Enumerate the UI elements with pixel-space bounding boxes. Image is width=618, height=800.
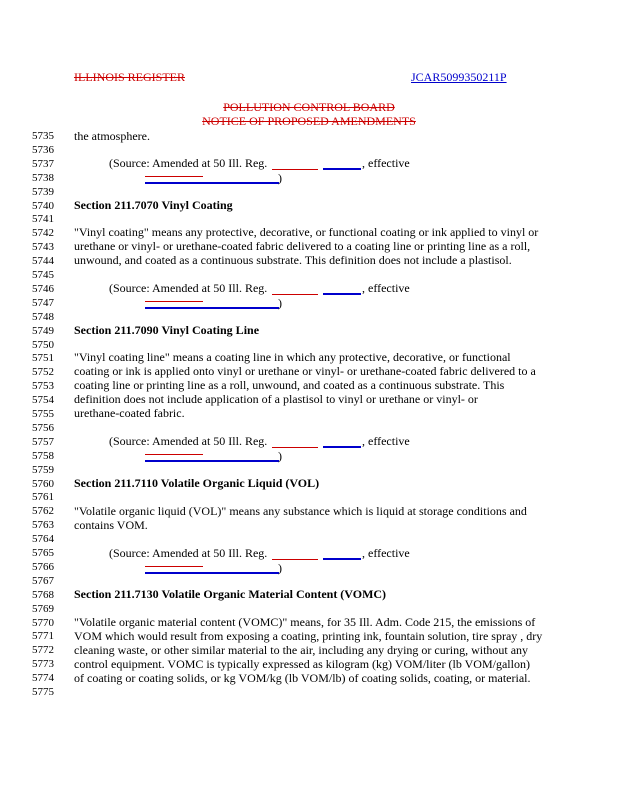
line-number: 5766 — [32, 560, 54, 573]
deleted-blank — [272, 559, 318, 560]
line-number: 5764 — [32, 533, 54, 546]
body-line: the atmosphere. — [74, 129, 150, 143]
body-line: coating line or printing line as a roll, unwound, and coated as a continuous substrate. This — [74, 378, 505, 392]
line-number: 5760 — [32, 477, 54, 490]
body-line: "Vinyl coating" means any protective, decorative, or functional coating or ink applied to vinyl or — [74, 225, 539, 239]
inserted-blank — [323, 293, 361, 295]
body-line: "Volatile organic material content (VOMC)" means, for 35 Ill. Adm. Code 215, the emissions of — [74, 615, 536, 629]
section-heading: Section 211.7090 Vinyl Coating Line — [74, 323, 260, 337]
line-number: 5744 — [32, 255, 54, 268]
line-number: 5752 — [32, 366, 54, 379]
line-number: 5758 — [32, 449, 54, 462]
board-title: POLLUTION CONTROL BOARD — [223, 100, 395, 114]
line-number: 5740 — [32, 199, 54, 212]
line-number: 5743 — [32, 241, 54, 254]
deleted-blank — [272, 169, 318, 170]
deleted-blank — [272, 294, 318, 295]
source-note: (Source: Amended at 50 Ill. Reg. — [109, 281, 268, 295]
body-line: "Vinyl coating line" means a coating line in which any protective, decorative, or functional — [74, 350, 511, 364]
source-note: (Source: Amended at 50 Ill. Reg. — [109, 156, 268, 170]
jcar-code: JCAR5099350211P — [411, 70, 507, 84]
line-number: 5751 — [32, 352, 54, 365]
line-number: 5735 — [32, 130, 54, 142]
line-number: 5757 — [32, 435, 54, 448]
line-number: 5755 — [32, 408, 54, 420]
source-effective: , effective — [362, 281, 410, 295]
body-line: contains VOM. — [74, 518, 148, 532]
line-number: 5750 — [32, 338, 54, 351]
body-line: of coating or coating solids, or kg VOM/kg (lb VOM/lb) of coating solids, coating, or material. — [74, 671, 531, 685]
body-line: control equipment. VOMC is typically expressed as kilogram (kg) VOM/liter (lb VOM/gallon) — [74, 657, 530, 671]
deleted-blank — [145, 566, 203, 567]
line-number: 5742 — [32, 227, 54, 240]
source-effective: , effective — [362, 546, 410, 560]
body-line: coating or ink is applied onto vinyl or urethane or vinyl- or urethane-coated fabric delivered to a — [74, 364, 536, 378]
inserted-blank — [323, 446, 361, 448]
source-note: (Source: Amended at 50 Ill. Reg. — [109, 434, 268, 448]
line-number: 5754 — [32, 394, 54, 407]
line-number: 5771 — [32, 630, 54, 643]
inserted-blank — [323, 168, 361, 170]
source-note: (Source: Amended at 50 Ill. Reg. — [109, 546, 268, 560]
inserted-blank — [145, 572, 279, 574]
line-number: 5763 — [32, 519, 54, 532]
line-number: 5756 — [32, 421, 54, 434]
deleted-blank — [145, 454, 203, 455]
line-number: 5767 — [32, 574, 54, 587]
body-line: VOM which would result from exposing a coating, printing ink, fountain solution, tire spray , dry — [74, 629, 543, 643]
register-title: ILLINOIS REGISTER — [74, 70, 185, 84]
inserted-blank — [145, 182, 279, 184]
line-number: 5749 — [32, 324, 54, 337]
section-heading: Section 211.7130 Volatile Organic Material Content (VOMC) — [74, 587, 387, 601]
source-effective: , effective — [362, 434, 410, 448]
line-number: 5753 — [32, 380, 54, 393]
body-line: definition does not include application of a plastisol to vinyl or urethane or vinyl- or — [74, 392, 478, 406]
close-paren: ) — [278, 171, 282, 185]
line-number: 5762 — [32, 505, 54, 518]
close-paren: ) — [278, 561, 282, 575]
line-number: 5770 — [32, 616, 54, 629]
line-number: 5765 — [32, 547, 54, 559]
line-number: 5741 — [32, 213, 54, 226]
close-paren: ) — [278, 296, 282, 310]
source-effective: , effective — [362, 156, 410, 170]
line-number: 5736 — [32, 143, 54, 156]
line-number: 5774 — [32, 672, 54, 685]
inserted-blank — [323, 558, 361, 560]
line-number: 5738 — [32, 171, 54, 184]
line-number: 5772 — [32, 644, 54, 657]
line-number: 5759 — [32, 463, 54, 476]
line-number: 5748 — [32, 310, 54, 323]
line-number: 5747 — [32, 296, 54, 309]
section-heading: Section 211.7110 Volatile Organic Liquid (VOL) — [74, 476, 320, 490]
deleted-blank — [272, 447, 318, 448]
line-number: 5769 — [32, 602, 54, 615]
body-line: unwound, and coated as a continuous substrate. This definition does not include a plastisol. — [74, 253, 512, 267]
line-number: 5775 — [32, 686, 54, 698]
body-line: urethane-coated fabric. — [74, 406, 185, 420]
line-number: 5746 — [32, 282, 54, 295]
notice-title: NOTICE OF PROPOSED AMENDMENTS — [202, 114, 416, 128]
line-number: 5768 — [32, 588, 54, 601]
section-heading: Section 211.7070 Vinyl Coating — [74, 198, 233, 212]
body-line: cleaning waste, or other similar material to the air, including any drying or curing, without any — [74, 643, 529, 657]
inserted-blank — [145, 307, 279, 309]
deleted-blank — [145, 176, 203, 177]
line-number: 5739 — [32, 185, 54, 198]
close-paren: ) — [278, 449, 282, 463]
body-line: urethane or vinyl- or urethane-coated fabric delivered to a coating line or printing line as a roll, — [74, 239, 531, 253]
line-number: 5761 — [32, 491, 54, 504]
line-number: 5773 — [32, 658, 54, 671]
deleted-blank — [145, 301, 203, 302]
line-number: 5745 — [32, 269, 54, 281]
body-line: "Volatile organic liquid (VOL)" means any substance which is liquid at storage conditions and — [74, 504, 527, 518]
line-number: 5737 — [32, 157, 54, 170]
inserted-blank — [145, 460, 279, 462]
